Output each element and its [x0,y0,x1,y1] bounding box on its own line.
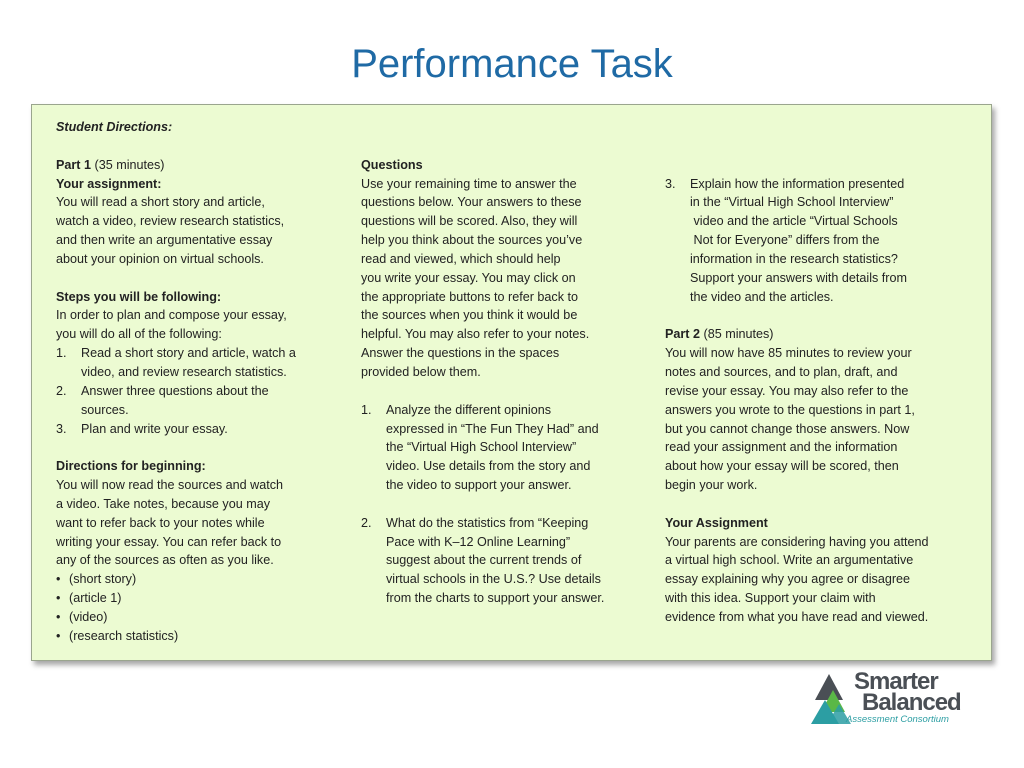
source-text: (research statistics) [69,628,179,643]
bullet: • [56,591,61,606]
question-number: 3. [665,176,676,191]
question-text-cont: Not for Everyone” differs from the [690,233,880,248]
questions-intro-line: Answer the questions in the spaces [361,346,560,361]
questions-intro-line: questions will be scored. Also, they will [361,214,578,229]
source-text: (short story) [69,572,137,587]
your-assignment-line: evidence from what you have read and viewed. [665,609,929,624]
source-item [56,589,328,608]
questions-heading: Questions [361,157,423,172]
part2-line: You will now have 85 minutes to review your [665,346,912,361]
column-part2 [665,118,975,627]
step-text-cont: video, and review research statistics. [81,364,287,379]
directions-heading: Directions for beginning: [56,459,206,474]
part1-label: Part 1 [56,157,92,172]
assignment-line: and then write an argumentative essay [56,233,273,248]
bullet: • [56,609,61,624]
step-text: Answer three questions about the [81,383,269,398]
questions-intro-line: the appropriate buttons to refer back to [361,289,579,304]
question-text-cont: the video and the articles. [690,289,834,304]
your-assignment-line: a virtual high school. Write an argumentative [665,553,914,568]
column-student-directions [56,118,328,646]
source-item [56,608,328,627]
step-number: 3. [56,421,67,436]
logo-text-balanced: Balanced [862,689,961,716]
part2-label: Part 2 [665,327,701,342]
questions-intro-line: read and viewed, which should help [361,251,561,266]
directions-line: You will now read the sources and watch [56,478,284,493]
step-number: 1. [56,346,67,361]
your-assignment-line: Your parents are considering having you attend [665,534,929,549]
part2-line: notes and sources, and to plan, draft, and [665,364,898,379]
directions-line: a video. Take notes, because you may [56,496,270,511]
questions-intro-line: helpful. You may also refer to your notes. [361,327,590,342]
question-text-cont: video and the article “Virtual Schools [690,214,898,229]
part2-line: revise your essay. You may also refer to the [665,383,909,398]
part1-time: (35 minutes) [91,157,165,172]
column-questions [361,118,645,608]
question-3 [665,175,975,194]
steps-heading: Steps you will be following: [56,289,222,304]
student-directions-heading: Student Directions: [56,120,173,134]
question-text-cont: in the “Virtual High School Interview” [690,195,894,210]
question-text-cont: Support your answers with details from [690,270,907,285]
questions-intro-line: you write your essay. You may click on [361,270,576,285]
step-item [56,382,328,401]
source-text: (article 1) [69,591,122,606]
question-number: 1. [361,402,372,417]
logo-text-smarter: Smarter [854,668,938,695]
question-text-cont: the video to support your answer. [386,478,572,493]
step-number: 2. [56,383,67,398]
question-text-cont: Pace with K–12 Online Learning” [386,534,571,549]
step-item [56,344,328,363]
assignment-line: about your opinion on virtual schools. [56,251,264,266]
question-text: Explain how the information presented [690,176,905,191]
questions-intro-line: the sources when you think it would be [361,308,578,323]
part2-line: about how your essay will be scored, then [665,459,899,474]
your-assignment-heading: Your Assignment [665,515,768,530]
logo-text-consortium: Assessment Consortium [846,714,949,725]
question-text-cont: the “Virtual High School Interview” [386,440,577,455]
questions-intro-line: provided below them. [361,364,481,379]
bullet: • [56,572,61,587]
bullet: • [56,628,61,643]
part1-heading [56,156,328,175]
step-text: Read a short story and article, watch a [81,346,296,361]
question-text-cont: virtual schools in the U.S.? Use details [386,572,601,587]
steps-intro-line: you will do all of the following: [56,327,222,342]
part2-line: begin your work. [665,478,758,493]
steps-intro-line: In order to plan and compose your essay, [56,308,287,323]
question-text: Analyze the different opinions [386,402,551,417]
directions-line: want to refer back to your notes while [56,515,265,530]
step-item [56,420,328,439]
your-assignment-line: essay explaining why you agree or disagree [665,572,911,587]
page-title: Performance Task [351,42,673,86]
source-item [56,627,328,646]
source-text: (video) [69,609,108,624]
questions-intro-line: Use your remaining time to answer the [361,176,577,191]
your-assignment-line: with this idea. Support your claim with [665,591,876,606]
source-item [56,570,328,589]
assignment-line: watch a video, review research statistics, [56,214,285,229]
logo-triangle-dark [815,674,843,700]
question-text-cont: expressed in “The Fun They Had” and [386,421,599,436]
part2-time: (85 minutes) [700,327,774,342]
part2-line: answers you wrote to the questions in part 1, [665,402,915,417]
question-1 [361,401,645,420]
part2-line: but you cannot change those answers. Now [665,421,910,436]
question-text: What do the statistics from “Keeping [386,515,589,530]
question-text-cont: suggest about the current trends of [386,553,582,568]
questions-intro-line: questions below. Your answers to these [361,195,582,210]
assignment-heading: Your assignment: [56,176,162,191]
part2-line: read your assignment and the information [665,440,898,455]
directions-line: any of the sources as often as you like. [56,553,274,568]
assignment-line: You will read a short story and article, [56,195,265,210]
questions-intro-line: help you think about the sources you’ve [361,233,583,248]
question-2 [361,514,645,533]
question-number: 2. [361,515,372,530]
question-text-cont: video. Use details from the story and [386,459,591,474]
question-text-cont: from the charts to support your answer. [386,591,605,606]
step-text: Plan and write your essay. [81,421,228,436]
part2-heading [665,325,975,344]
question-text-cont: information in the research statistics? [690,251,898,266]
directions-line: writing your essay. You can refer back to [56,534,282,549]
step-text-cont: sources. [81,402,129,417]
